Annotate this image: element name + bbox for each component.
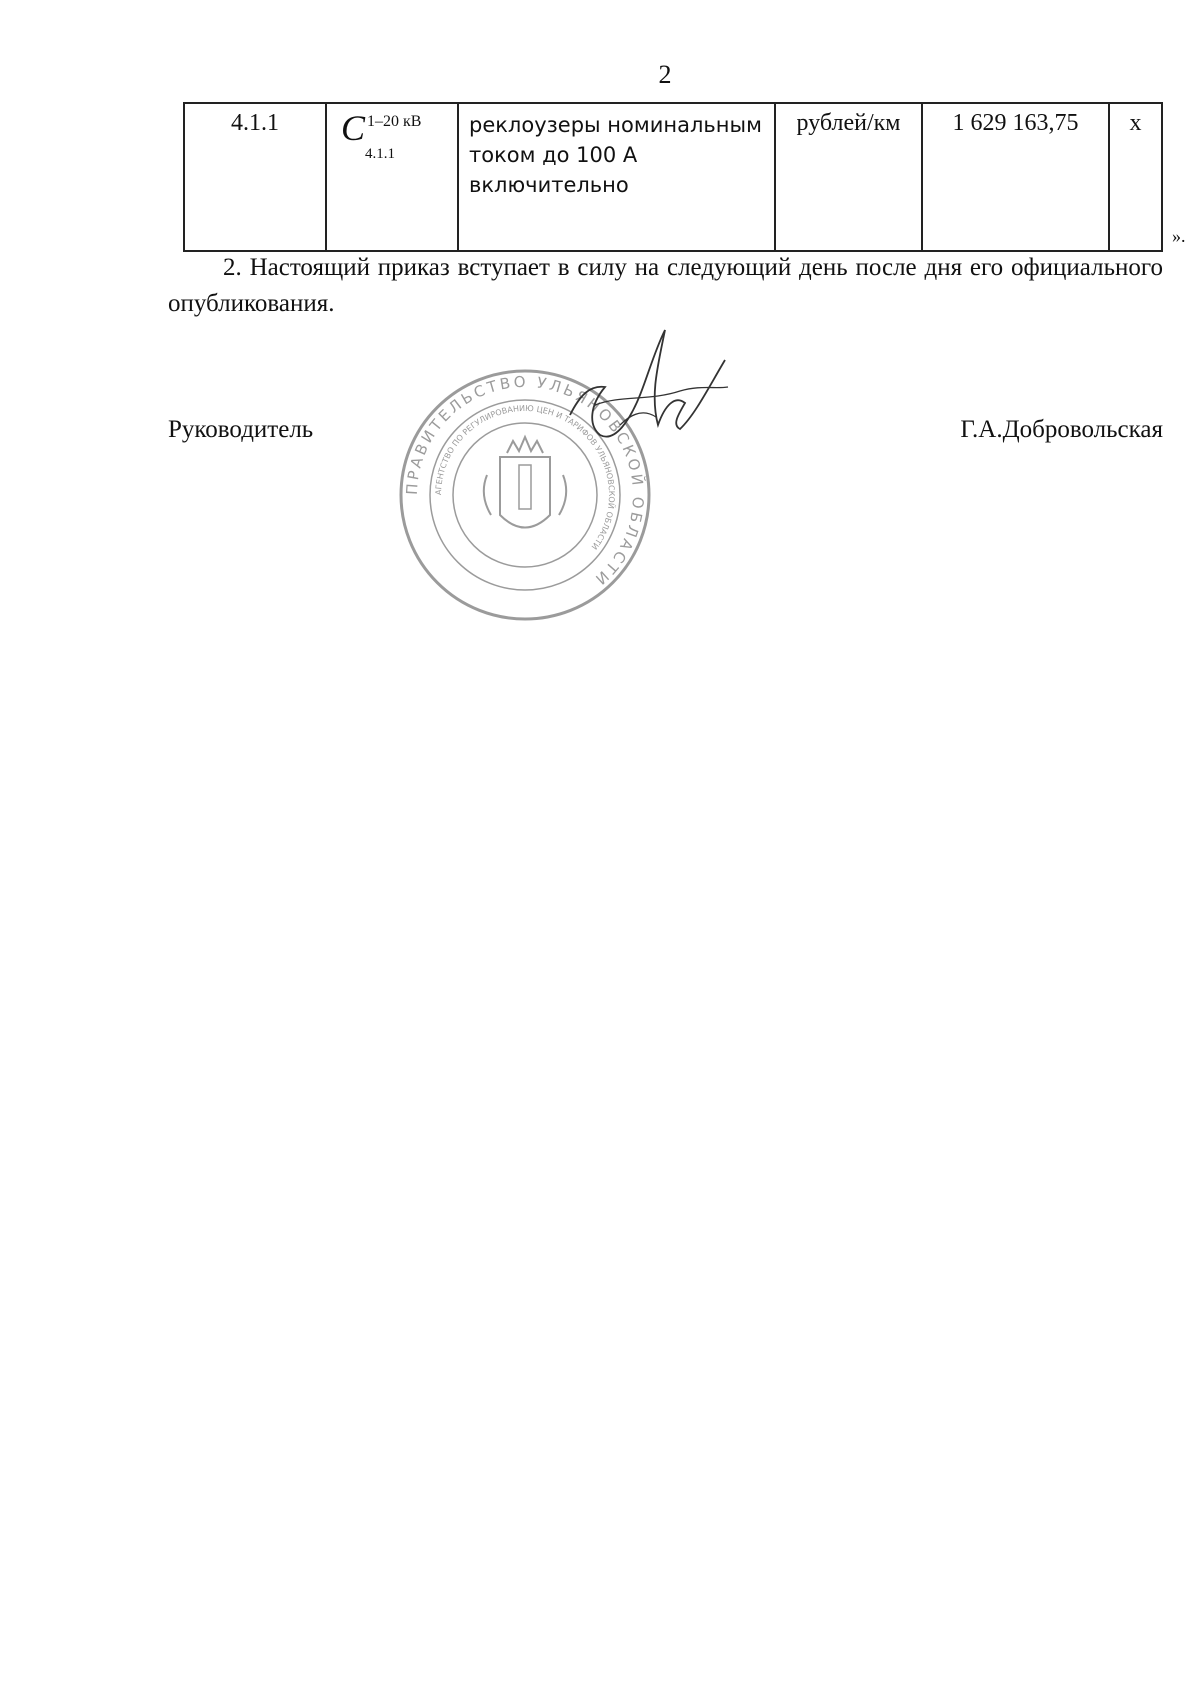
row-code <box>326 103 458 251</box>
row-unit: рублей/км <box>775 103 922 251</box>
paragraph-effective-date: 2. Настоящий приказ вступает в силу на следующий день после дня его официального опубликования. <box>168 254 1163 317</box>
row-mark: х <box>1109 103 1162 251</box>
signatory-name: Г.А.Добровольская <box>960 416 1163 443</box>
code-superscript: 1–20 кВ <box>367 113 422 130</box>
seal-outer-text: ПРАВИТЕЛЬСТВО УЛЬЯНОВСКОЙ ОБЛАСТИ <box>402 372 648 591</box>
signatory-title: Руководитель <box>168 416 314 443</box>
coat-of-arms-icon <box>484 437 566 528</box>
table-row <box>184 103 1162 251</box>
code-base: C <box>341 108 366 148</box>
code-symbol <box>337 108 422 162</box>
closing-quote: ». <box>1172 226 1186 246</box>
page-number: 2 <box>658 60 672 89</box>
seal-inner-text: АГЕНТСТВО ПО РЕГУЛИРОВАНИЮ ЦЕН И ТАРИФОВ УЛЬЯНОВСКОЙ ОБЛАСТИ <box>433 403 617 552</box>
row-description: реклоузеры номинальным током до 100 А включительно <box>458 103 775 251</box>
row-value: 1 629 163,75 <box>922 103 1109 251</box>
handwritten-signature <box>560 325 730 485</box>
code-subscript: 4.1.1 <box>365 146 395 162</box>
row-number: 4.1.1 <box>184 103 326 251</box>
tariff-table <box>183 102 1163 252</box>
